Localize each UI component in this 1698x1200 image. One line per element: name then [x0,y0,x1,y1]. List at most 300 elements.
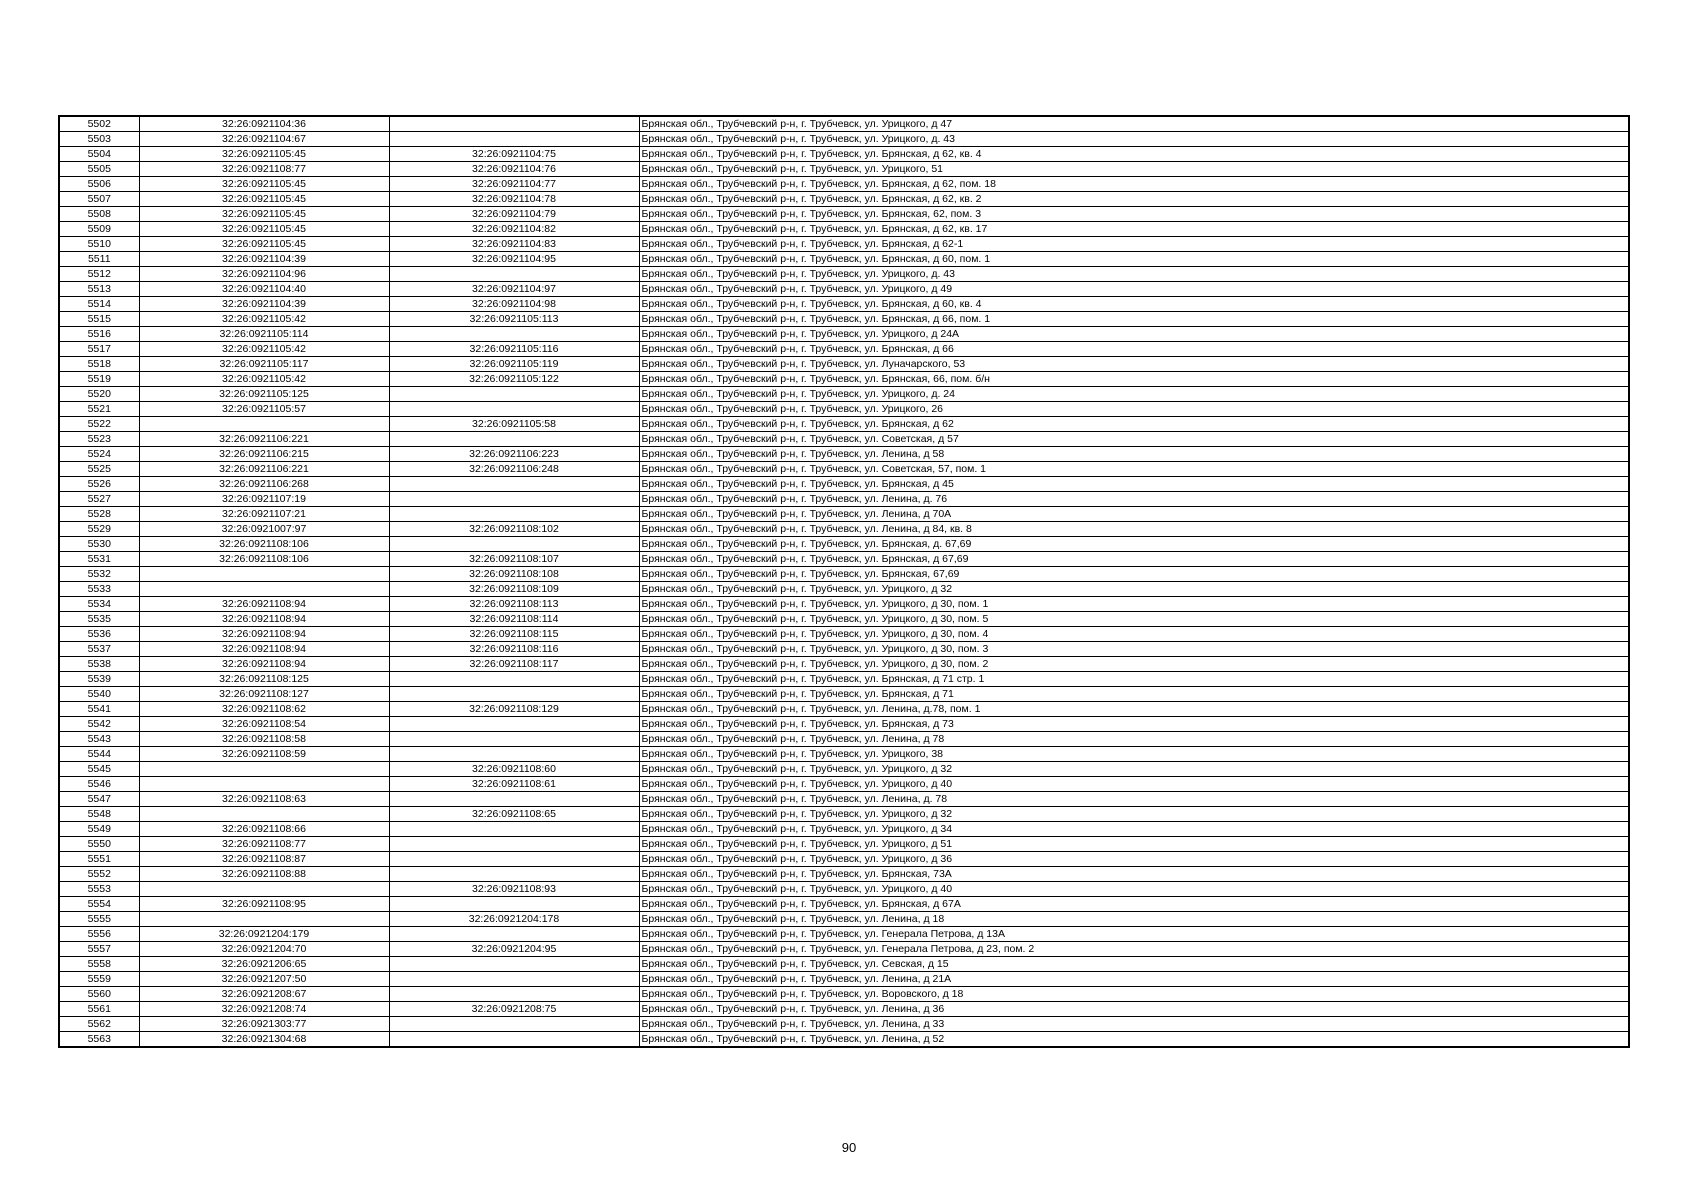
table-row [59,957,1629,972]
cadastral-number-cell: 32:26:0921207:50 [139,972,389,987]
table-row [59,747,1629,762]
table-row [59,927,1629,942]
parent-cadastral-number-cell: 32:26:0921108:117 [389,657,639,672]
table-row [59,807,1629,822]
row-number-cell: 5562 [59,1017,139,1032]
parent-cadastral-number-cell: 32:26:0921106:248 [389,462,639,477]
table-row [59,942,1629,957]
row-number-cell: 5559 [59,972,139,987]
row-number-cell: 5505 [59,162,139,177]
address-cell: Брянская обл., Трубчевский р-н, г. Трубчевск, ул. Брянская, д 71 стр. 1 [639,672,1629,687]
address-cell: Брянская обл., Трубчевский р-н, г. Трубчевск, ул. Брянская, д 66, пом. 1 [639,312,1629,327]
table-row [59,267,1629,282]
address-cell: Брянская обл., Трубчевский р-н, г. Трубчевск, ул. Брянская, д 62, кв. 2 [639,192,1629,207]
cadastral-number-cell: 32:26:0921208:74 [139,1002,389,1017]
cadastral-number-cell: 32:26:0921303:77 [139,1017,389,1032]
table-row [59,147,1629,162]
table-row [59,822,1629,837]
row-number-cell: 5511 [59,252,139,267]
table-row [59,1017,1629,1032]
address-cell: Брянская обл., Трубчевский р-н, г. Трубчевск, ул. Генерала Петрова, д 13А [639,927,1629,942]
parent-cadastral-number-cell: 32:26:0921106:223 [389,447,639,462]
table-row [59,687,1629,702]
cadastral-number-cell: 32:26:0921108:62 [139,702,389,717]
cadastral-number-cell: 32:26:0921108:106 [139,537,389,552]
parent-cadastral-number-cell [389,972,639,987]
row-number-cell: 5516 [59,327,139,342]
table-row [59,852,1629,867]
table-row [59,612,1629,627]
table-row [59,357,1629,372]
parent-cadastral-number-cell: 32:26:0921104:97 [389,282,639,297]
parent-cadastral-number-cell [389,672,639,687]
parent-cadastral-number-cell: 32:26:0921108:129 [389,702,639,717]
row-number-cell: 5551 [59,852,139,867]
row-number-cell: 5529 [59,522,139,537]
cadastral-number-cell: 32:26:0921105:125 [139,387,389,402]
row-number-cell: 5540 [59,687,139,702]
cadastral-number-cell: 32:26:0921105:42 [139,312,389,327]
address-cell: Брянская обл., Трубчевский р-н, г. Трубчевск, ул. Урицкого, д 40 [639,882,1629,897]
address-cell: Брянская обл., Трубчевский р-н, г. Трубчевск, ул. Урицкого, д. 43 [639,132,1629,147]
cadastral-number-cell: 32:26:0921108:88 [139,867,389,882]
row-number-cell: 5510 [59,237,139,252]
cadastral-number-cell: 32:26:0921105:57 [139,402,389,417]
parent-cadastral-number-cell [389,852,639,867]
row-number-cell: 5508 [59,207,139,222]
cadastral-number-cell: 32:26:0921108:106 [139,552,389,567]
address-cell: Брянская обл., Трубчевский р-н, г. Трубчевск, ул. Брянская, 73А [639,867,1629,882]
cadastral-number-cell: 32:26:0921108:127 [139,687,389,702]
row-number-cell: 5525 [59,462,139,477]
cadastral-number-cell: 32:26:0921105:42 [139,372,389,387]
parent-cadastral-number-cell: 32:26:0921108:93 [389,882,639,897]
row-number-cell: 5507 [59,192,139,207]
parent-cadastral-number-cell: 32:26:0921104:76 [389,162,639,177]
row-number-cell: 5563 [59,1032,139,1048]
row-number-cell: 5546 [59,777,139,792]
address-cell: Брянская обл., Трубчевский р-н, г. Трубчевск, ул. Брянская, д 67А [639,897,1629,912]
parent-cadastral-number-cell: 32:26:0921204:95 [389,942,639,957]
row-number-cell: 5533 [59,582,139,597]
address-cell: Брянская обл., Трубчевский р-н, г. Трубчевск, ул. Урицкого, д 40 [639,777,1629,792]
row-number-cell: 5536 [59,627,139,642]
parent-cadastral-number-cell [389,987,639,1002]
parent-cadastral-number-cell [389,822,639,837]
row-number-cell: 5550 [59,837,139,852]
row-number-cell: 5530 [59,537,139,552]
row-number-cell: 5556 [59,927,139,942]
address-cell: Брянская обл., Трубчевский р-н, г. Трубчевск, ул. Урицкого, 38 [639,747,1629,762]
table-row [59,387,1629,402]
address-cell: Брянская обл., Трубчевский р-н, г. Трубчевск, ул. Урицкого, д. 43 [639,267,1629,282]
row-number-cell: 5519 [59,372,139,387]
cadastral-number-cell [139,417,389,432]
cadastral-number-cell: 32:26:0921108:95 [139,897,389,912]
parent-cadastral-number-cell [389,537,639,552]
parent-cadastral-number-cell [389,897,639,912]
parent-cadastral-number-cell: 32:26:0921108:114 [389,612,639,627]
address-cell: Брянская обл., Трубчевский р-н, г. Трубчевск, ул. Ленина, д 18 [639,912,1629,927]
parent-cadastral-number-cell [389,1017,639,1032]
address-cell: Брянская обл., Трубчевский р-н, г. Трубчевск, ул. Урицкого, д 30, пом. 3 [639,642,1629,657]
row-number-cell: 5522 [59,417,139,432]
row-number-cell: 5547 [59,792,139,807]
parent-cadastral-number-cell [389,387,639,402]
address-cell: Брянская обл., Трубчевский р-н, г. Трубчевск, ул. Брянская, д 62-1 [639,237,1629,252]
cadastral-number-cell: 32:26:0921105:42 [139,342,389,357]
table-row [59,116,1629,132]
cadastral-number-cell: 32:26:0921108:59 [139,747,389,762]
row-number-cell: 5535 [59,612,139,627]
address-cell: Брянская обл., Трубчевский р-н, г. Трубчевск, ул. Ленина, д. 78 [639,792,1629,807]
parent-cadastral-number-cell: 32:26:0921105:58 [389,417,639,432]
row-number-cell: 5526 [59,477,139,492]
table-row [59,762,1629,777]
row-number-cell: 5513 [59,282,139,297]
address-cell: Брянская обл., Трубчевский р-н, г. Трубчевск, ул. Ленина, д 36 [639,1002,1629,1017]
cadastral-number-cell: 32:26:0921108:87 [139,852,389,867]
table-row [59,792,1629,807]
parent-cadastral-number-cell: 32:26:0921108:115 [389,627,639,642]
row-number-cell: 5521 [59,402,139,417]
parent-cadastral-number-cell: 32:26:0921108:109 [389,582,639,597]
table-row [59,642,1629,657]
table-row [59,702,1629,717]
row-number-cell: 5544 [59,747,139,762]
address-cell: Брянская обл., Трубчевский р-н, г. Трубчевск, ул. Урицкого, 26 [639,402,1629,417]
parent-cadastral-number-cell [389,492,639,507]
parent-cadastral-number-cell [389,837,639,852]
row-number-cell: 5531 [59,552,139,567]
row-number-cell: 5552 [59,867,139,882]
cadastral-number-cell: 32:26:0921108:77 [139,162,389,177]
cadastral-number-cell: 32:26:0921108:125 [139,672,389,687]
parent-cadastral-number-cell [389,432,639,447]
row-number-cell: 5543 [59,732,139,747]
cadastral-number-cell [139,777,389,792]
parent-cadastral-number-cell: 32:26:0921105:122 [389,372,639,387]
address-cell: Брянская обл., Трубчевский р-н, г. Трубчевск, ул. Урицкого, д 30, пом. 2 [639,657,1629,672]
address-cell: Брянская обл., Трубчевский р-н, г. Трубчевск, ул. Ленина, д 21А [639,972,1629,987]
row-number-cell: 5504 [59,147,139,162]
address-cell: Брянская обл., Трубчевский р-н, г. Трубчевск, ул. Урицкого, д 32 [639,762,1629,777]
address-cell: Брянская обл., Трубчевский р-н, г. Трубчевск, ул. Урицкого, д. 24 [639,387,1629,402]
row-number-cell: 5560 [59,987,139,1002]
address-cell: Брянская обл., Трубчевский р-н, г. Трубчевск, ул. Советская, 57, пом. 1 [639,462,1629,477]
parent-cadastral-number-cell: 32:26:0921108:60 [389,762,639,777]
row-number-cell: 5549 [59,822,139,837]
table-row [59,132,1629,147]
table-row [59,732,1629,747]
parent-cadastral-number-cell [389,267,639,282]
row-number-cell: 5532 [59,567,139,582]
table-row [59,672,1629,687]
cadastral-number-cell: 32:26:0921108:54 [139,717,389,732]
table-row [59,597,1629,612]
cadastral-number-cell: 32:26:0921107:21 [139,507,389,522]
cadastral-number-cell: 32:26:0921106:221 [139,432,389,447]
table-row [59,912,1629,927]
address-cell: Брянская обл., Трубчевский р-н, г. Трубчевск, ул. Ленина, д. 76 [639,492,1629,507]
table-row [59,1032,1629,1048]
table-row [59,507,1629,522]
cadastral-number-cell: 32:26:0921007:97 [139,522,389,537]
parent-cadastral-number-cell: 32:26:0921104:79 [389,207,639,222]
row-number-cell: 5548 [59,807,139,822]
table-row [59,177,1629,192]
parent-cadastral-number-cell: 32:26:0921108:102 [389,522,639,537]
address-cell: Брянская обл., Трубчевский р-н, г. Трубчевск, ул. Ленина, д 84, кв. 8 [639,522,1629,537]
address-cell: Брянская обл., Трубчевский р-н, г. Трубчевск, ул. Урицкого, д 24А [639,327,1629,342]
records-table [58,115,1630,1048]
table-row [59,462,1629,477]
table-row [59,777,1629,792]
address-cell: Брянская обл., Трубчевский р-н, г. Трубчевск, ул. Ленина, д 70А [639,507,1629,522]
address-cell: Брянская обл., Трубчевский р-н, г. Трубчевск, ул. Ленина, д 52 [639,1032,1629,1048]
address-cell: Брянская обл., Трубчевский р-н, г. Трубчевск, ул. Брянская, д 62, кв. 4 [639,147,1629,162]
table-row [59,897,1629,912]
address-cell: Брянская обл., Трубчевский р-н, г. Трубчевск, ул. Генерала Петрова, д 23, пом. 2 [639,942,1629,957]
row-number-cell: 5561 [59,1002,139,1017]
parent-cadastral-number-cell: 32:26:0921108:61 [389,777,639,792]
table-row [59,162,1629,177]
parent-cadastral-number-cell: 32:26:0921105:113 [389,312,639,327]
row-number-cell: 5558 [59,957,139,972]
parent-cadastral-number-cell [389,717,639,732]
cadastral-number-cell: 32:26:0921105:45 [139,147,389,162]
row-number-cell: 5502 [59,116,139,132]
parent-cadastral-number-cell [389,732,639,747]
parent-cadastral-number-cell: 32:26:0921104:77 [389,177,639,192]
row-number-cell: 5557 [59,942,139,957]
table-row [59,327,1629,342]
address-cell: Брянская обл., Трубчевский р-н, г. Трубчевск, ул. Ленина, д 58 [639,447,1629,462]
address-cell: Брянская обл., Трубчевский р-н, г. Трубчевск, ул. Ленина, д 33 [639,1017,1629,1032]
cadastral-number-cell: 32:26:0921107:19 [139,492,389,507]
address-cell: Брянская обл., Трубчевский р-н, г. Трубчевск, ул. Брянская, д 62, пом. 18 [639,177,1629,192]
cadastral-number-cell: 32:26:0921105:45 [139,237,389,252]
address-cell: Брянская обл., Трубчевский р-н, г. Трубчевск, ул. Брянская, д 73 [639,717,1629,732]
cadastral-number-cell: 32:26:0921108:94 [139,642,389,657]
parent-cadastral-number-cell [389,792,639,807]
records-table-body [59,116,1629,1047]
cadastral-number-cell: 32:26:0921304:68 [139,1032,389,1048]
address-cell: Брянская обл., Трубчевский р-н, г. Трубчевск, ул. Ленина, д 78 [639,732,1629,747]
row-number-cell: 5514 [59,297,139,312]
cadastral-number-cell: 32:26:0921108:58 [139,732,389,747]
row-number-cell: 5542 [59,717,139,732]
cadastral-number-cell: 32:26:0921106:268 [139,477,389,492]
cadastral-number-cell [139,567,389,582]
row-number-cell: 5534 [59,597,139,612]
parent-cadastral-number-cell: 32:26:0921104:98 [389,297,639,312]
row-number-cell: 5506 [59,177,139,192]
address-cell: Брянская обл., Трубчевский р-н, г. Трубчевск, ул. Брянская, 66, пом. б/н [639,372,1629,387]
table-row [59,192,1629,207]
table-row [59,537,1629,552]
address-cell: Брянская обл., Трубчевский р-н, г. Трубчевск, ул. Брянская, д 62 [639,417,1629,432]
cadastral-number-cell: 32:26:0921105:45 [139,222,389,237]
table-row [59,297,1629,312]
parent-cadastral-number-cell: 32:26:0921108:107 [389,552,639,567]
table-row [59,492,1629,507]
address-cell: Брянская обл., Трубчевский р-н, г. Трубчевск, ул. Брянская, д 71 [639,687,1629,702]
table-row [59,402,1629,417]
parent-cadastral-number-cell: 32:26:0921108:108 [389,567,639,582]
table-row [59,222,1629,237]
cadastral-number-cell: 32:26:0921105:45 [139,192,389,207]
row-number-cell: 5517 [59,342,139,357]
table-row [59,522,1629,537]
row-number-cell: 5539 [59,672,139,687]
address-cell: Брянская обл., Трубчевский р-н, г. Трубчевск, ул. Ленина, д.78, пом. 1 [639,702,1629,717]
cadastral-number-cell: 32:26:0921105:117 [139,357,389,372]
row-number-cell: 5537 [59,642,139,657]
address-cell: Брянская обл., Трубчевский р-н, г. Трубчевск, ул. Воровского, д 18 [639,987,1629,1002]
row-number-cell: 5545 [59,762,139,777]
address-cell: Брянская обл., Трубчевский р-н, г. Трубчевск, ул. Урицкого, д 30, пом. 1 [639,597,1629,612]
row-number-cell: 5541 [59,702,139,717]
row-number-cell: 5555 [59,912,139,927]
row-number-cell: 5527 [59,492,139,507]
address-cell: Брянская обл., Трубчевский р-н, г. Трубчевск, ул. Брянская, д 60, пом. 1 [639,252,1629,267]
row-number-cell: 5503 [59,132,139,147]
cadastral-number-cell: 32:26:0921208:67 [139,987,389,1002]
row-number-cell: 5554 [59,897,139,912]
parent-cadastral-number-cell: 32:26:0921204:178 [389,912,639,927]
cadastral-number-cell: 32:26:0921105:45 [139,177,389,192]
table-row [59,312,1629,327]
address-cell: Брянская обл., Трубчевский р-н, г. Трубчевск, ул. Урицкого, д 32 [639,582,1629,597]
table-row [59,342,1629,357]
row-number-cell: 5524 [59,447,139,462]
table-row [59,432,1629,447]
table-row [59,552,1629,567]
address-cell: Брянская обл., Трубчевский р-н, г. Трубчевск, ул. Урицкого, д 34 [639,822,1629,837]
cadastral-number-cell: 32:26:0921108:94 [139,657,389,672]
cadastral-number-cell: 32:26:0921108:77 [139,837,389,852]
row-number-cell: 5523 [59,432,139,447]
parent-cadastral-number-cell: 32:26:0921104:78 [389,192,639,207]
row-number-cell: 5520 [59,387,139,402]
table-row [59,657,1629,672]
table-row [59,627,1629,642]
row-number-cell: 5518 [59,357,139,372]
parent-cadastral-number-cell: 32:26:0921108:116 [389,642,639,657]
parent-cadastral-number-cell: 32:26:0921104:95 [389,252,639,267]
row-number-cell: 5515 [59,312,139,327]
row-number-cell: 5512 [59,267,139,282]
table-row [59,567,1629,582]
row-number-cell: 5509 [59,222,139,237]
table-row [59,987,1629,1002]
parent-cadastral-number-cell [389,867,639,882]
table-row [59,282,1629,297]
cadastral-number-cell [139,762,389,777]
cadastral-number-cell: 32:26:0921104:39 [139,297,389,312]
table-row [59,252,1629,267]
cadastral-number-cell: 32:26:0921204:70 [139,942,389,957]
cadastral-number-cell: 32:26:0921108:94 [139,627,389,642]
parent-cadastral-number-cell: 32:26:0921108:65 [389,807,639,822]
parent-cadastral-number-cell: 32:26:0921104:75 [389,147,639,162]
cadastral-number-cell: 32:26:0921104:39 [139,252,389,267]
address-cell: Брянская обл., Трубчевский р-н, г. Трубчевск, ул. Урицкого, д 36 [639,852,1629,867]
parent-cadastral-number-cell [389,747,639,762]
address-cell: Брянская обл., Трубчевский р-н, г. Трубчевск, ул. Брянская, д 67,69 [639,552,1629,567]
cadastral-number-cell: 32:26:0921104:67 [139,132,389,147]
parent-cadastral-number-cell: 32:26:0921104:83 [389,237,639,252]
address-cell: Брянская обл., Трубчевский р-н, г. Трубчевск, ул. Луначарского, 53 [639,357,1629,372]
parent-cadastral-number-cell [389,957,639,972]
table-row [59,417,1629,432]
address-cell: Брянская обл., Трубчевский р-н, г. Трубчевск, ул. Урицкого, д 47 [639,116,1629,132]
cadastral-number-cell: 32:26:0921106:221 [139,462,389,477]
table-row [59,372,1629,387]
cadastral-number-cell [139,882,389,897]
address-cell: Брянская обл., Трубчевский р-н, г. Трубчевск, ул. Брянская, 62, пом. 3 [639,207,1629,222]
parent-cadastral-number-cell: 32:26:0921104:82 [389,222,639,237]
address-cell: Брянская обл., Трубчевский р-н, г. Трубчевск, ул. Брянская, д 45 [639,477,1629,492]
address-cell: Брянская обл., Трубчевский р-н, г. Трубчевск, ул. Урицкого, д 30, пом. 4 [639,627,1629,642]
table-row [59,867,1629,882]
table-row [59,882,1629,897]
cadastral-number-cell [139,582,389,597]
address-cell: Брянская обл., Трубчевский р-н, г. Трубчевск, ул. Брянская, 67,69 [639,567,1629,582]
parent-cadastral-number-cell [389,687,639,702]
table-row [59,837,1629,852]
address-cell: Брянская обл., Трубчевский р-н, г. Трубчевск, ул. Брянская, д 62, кв. 17 [639,222,1629,237]
row-number-cell: 5538 [59,657,139,672]
parent-cadastral-number-cell [389,327,639,342]
parent-cadastral-number-cell [389,1032,639,1048]
address-cell: Брянская обл., Трубчевский р-н, г. Трубчевск, ул. Брянская, д 60, кв. 4 [639,297,1629,312]
table-row [59,207,1629,222]
parent-cadastral-number-cell [389,927,639,942]
cadastral-number-cell: 32:26:0921104:96 [139,267,389,282]
address-cell: Брянская обл., Трубчевский р-н, г. Трубчевск, ул. Советская, д 57 [639,432,1629,447]
table-row [59,477,1629,492]
address-cell: Брянская обл., Трубчевский р-н, г. Трубчевск, ул. Урицкого, д 51 [639,837,1629,852]
address-cell: Брянская обл., Трубчевский р-н, г. Трубчевск, ул. Севская, д 15 [639,957,1629,972]
cadastral-number-cell: 32:26:0921206:65 [139,957,389,972]
page-number: 90 [841,1140,857,1155]
parent-cadastral-number-cell [389,132,639,147]
table-row [59,582,1629,597]
parent-cadastral-number-cell [389,507,639,522]
address-cell: Брянская обл., Трубчевский р-н, г. Трубчевск, ул. Урицкого, д 49 [639,282,1629,297]
cadastral-number-cell: 32:26:0921204:179 [139,927,389,942]
table-row [59,717,1629,732]
table-row [59,237,1629,252]
cadastral-number-cell: 32:26:0921105:114 [139,327,389,342]
cadastral-number-cell [139,807,389,822]
parent-cadastral-number-cell: 32:26:0921108:113 [389,597,639,612]
parent-cadastral-number-cell: 32:26:0921105:116 [389,342,639,357]
cadastral-number-cell: 32:26:0921105:45 [139,207,389,222]
parent-cadastral-number-cell [389,477,639,492]
address-cell: Брянская обл., Трубчевский р-н, г. Трубчевск, ул. Брянская, д. 67,69 [639,537,1629,552]
cadastral-number-cell: 32:26:0921108:94 [139,597,389,612]
address-cell: Брянская обл., Трубчевский р-н, г. Трубчевск, ул. Урицкого, д 32 [639,807,1629,822]
table-row [59,1002,1629,1017]
parent-cadastral-number-cell: 32:26:0921105:119 [389,357,639,372]
row-number-cell: 5528 [59,507,139,522]
cadastral-number-cell: 32:26:0921108:63 [139,792,389,807]
row-number-cell: 5553 [59,882,139,897]
cadastral-number-cell: 32:26:0921108:94 [139,612,389,627]
